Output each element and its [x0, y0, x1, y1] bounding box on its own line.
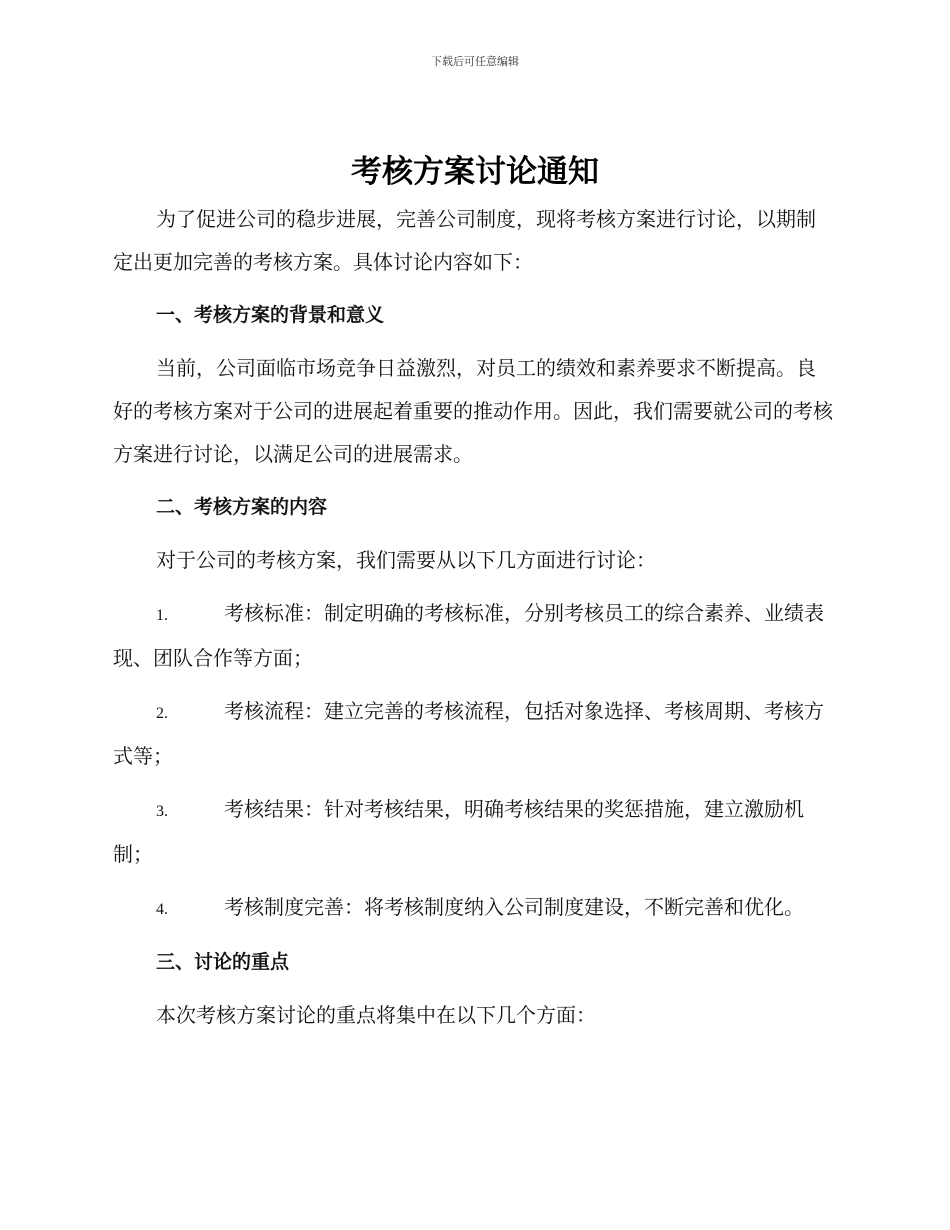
- list-item: [113, 886, 835, 931]
- list-item-text: 考核制度完善：将考核制度纳入公司制度建设，不断完善和优化。: [224, 895, 804, 919]
- intro-paragraph: 为了促进公司的稳步进展，完善公司制度，现将考核方案进行讨论，以期制定出更加完善的考核方案。具体讨论内容如下：: [113, 207, 816, 274]
- list-item-number: 2.: [156, 705, 168, 722]
- document-title: 考核方案讨论通知: [351, 154, 599, 190]
- list-item-text: 考核标准：制定明确的考核标准，分别考核员工的综合素养、业绩表现、团队合作等方面；: [113, 601, 824, 670]
- section-1-heading: 一、考核方案的背景和意义: [156, 304, 385, 326]
- section-2-paragraph: 对于公司的考核方案，我们需要从以下几方面进行讨论：: [156, 548, 656, 572]
- list-item: [113, 690, 835, 778]
- section-3-paragraph: 本次考核方案讨论的重点将集中在以下几个方面：: [156, 1003, 596, 1027]
- list-item: [113, 788, 835, 876]
- list-item-number: 4.: [156, 901, 168, 918]
- list-item-number: 1.: [156, 607, 168, 624]
- section-2-heading: 二、考核方案的内容: [156, 496, 328, 518]
- list-item-number: 3.: [156, 803, 168, 820]
- list-item: [113, 592, 835, 680]
- header-note: 下载后可任意编辑: [431, 55, 519, 68]
- document-body: [113, 198, 835, 1047]
- list-item-text: 考核流程：建立完善的考核流程，包括对象选择、考核周期、考核方式等；: [113, 699, 824, 768]
- section-3-heading: 三、讨论的重点: [156, 951, 290, 973]
- section-1-paragraph: 当前，公司面临市场竞争日益激烈，对员工的绩效和素养要求不断提高。良好的考核方案对于公司的进展起着重要的推动作用。因此，我们需要就公司的考核方案进行讨论，以满足公司的进展需求。: [113, 356, 833, 466]
- list-item-text: 考核结果：针对考核结果，明确考核结果的奖惩措施，建立激励机制；: [113, 797, 804, 866]
